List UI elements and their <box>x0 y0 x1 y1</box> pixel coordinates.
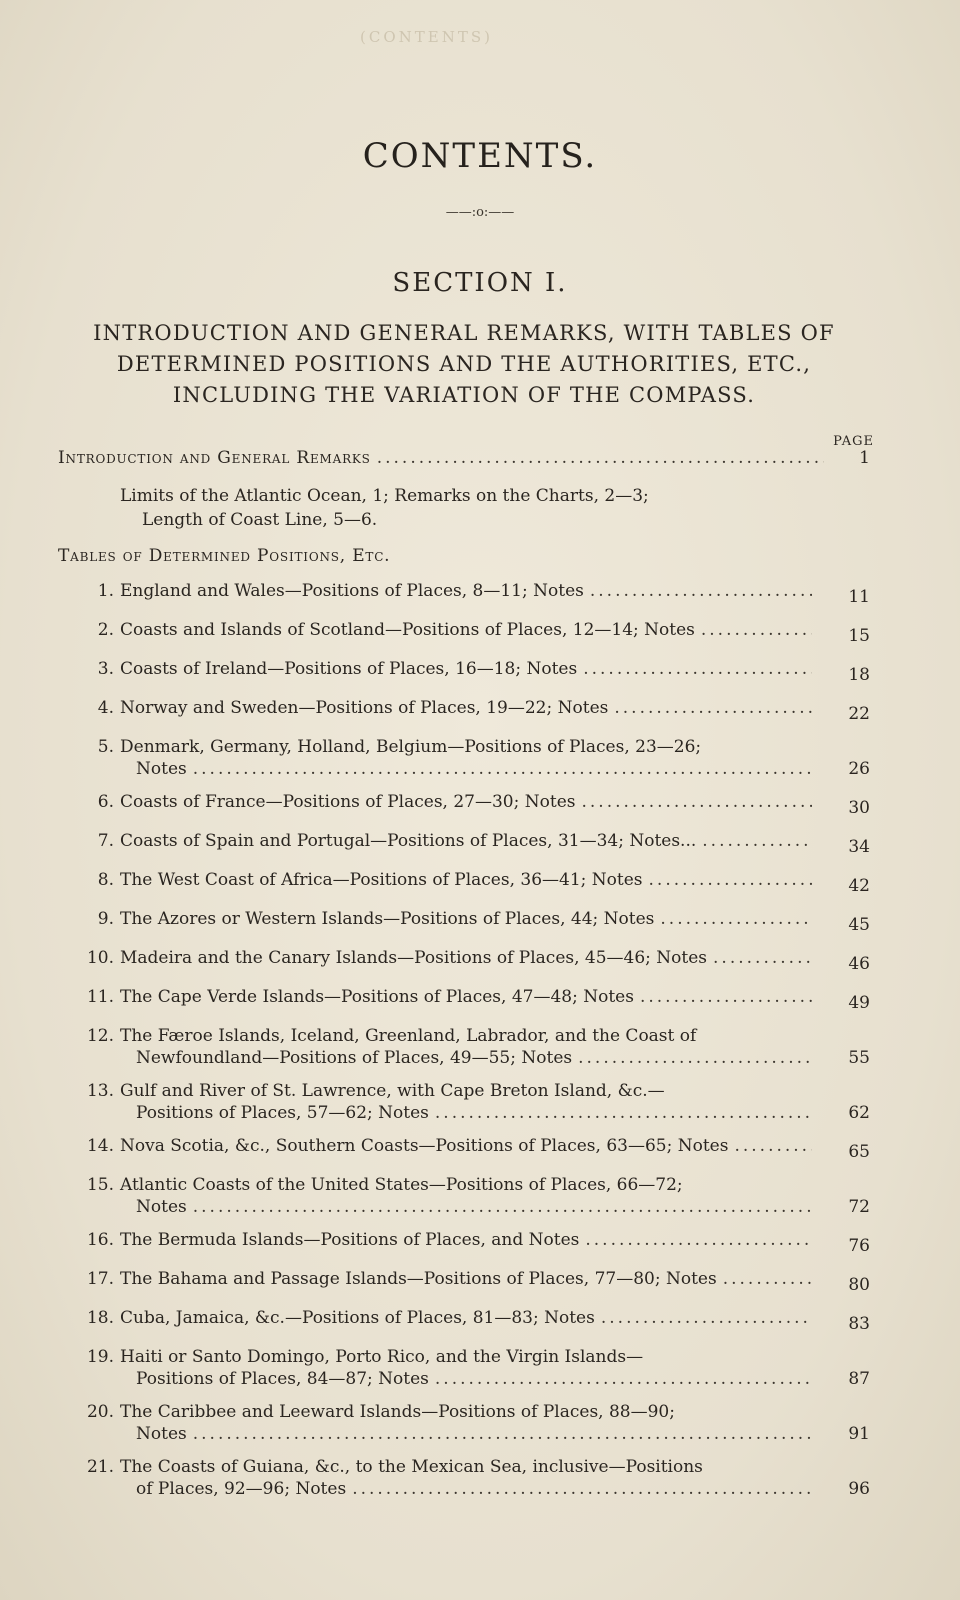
leader-dots <box>578 1047 812 1069</box>
entry-number: 4. <box>97 698 114 718</box>
entry-line <box>120 1174 818 1196</box>
entry-line <box>120 697 818 719</box>
leader-dots <box>377 448 824 468</box>
entry-text: Newfoundland—Positions of Places, 49—55; Notes <box>136 1048 573 1068</box>
entry-number: 8. <box>97 870 114 890</box>
entry-body <box>120 1135 818 1163</box>
entry-text: Haiti or Santo Domingo, Porto Rico, and the Virgin Islands— <box>120 1347 644 1367</box>
entry-line <box>120 1401 818 1423</box>
contents-entry <box>58 1268 870 1296</box>
entry-line <box>120 830 818 852</box>
entry-number: 2. <box>97 620 114 640</box>
entry-text: Notes <box>136 1424 187 1444</box>
entry-line <box>120 1346 818 1368</box>
entry-text: The Coasts of Guiana, &c., to the Mexican Sea, inclusive—Positions <box>120 1457 703 1477</box>
entry-text: The West Coast of Africa—Positions of Places, 36—41; Notes <box>120 870 643 890</box>
entry-line <box>120 1080 818 1102</box>
entry-text: Coasts of France—Positions of Places, 27—30; Notes <box>120 792 576 812</box>
entry-text: Norway and Sweden—Positions of Places, 19—22; Notes <box>120 698 609 718</box>
contents-entry <box>58 1025 870 1069</box>
entry-text: Cuba, Jamaica, &c.—Positions of Places, 81—83; Notes <box>120 1308 595 1328</box>
entry-line <box>120 1307 818 1329</box>
entry-page-number: 30 <box>848 798 870 818</box>
contents-entry <box>58 869 870 897</box>
section-label: SECTION I. <box>392 268 568 298</box>
entry-page-number: 62 <box>848 1103 870 1123</box>
entry-body <box>120 1346 818 1390</box>
entry-body <box>120 908 818 936</box>
entry-page-number: 55 <box>848 1048 870 1068</box>
leader-dots <box>640 986 812 1008</box>
entry-body <box>120 986 818 1014</box>
entry-text: The Bermuda Islands—Positions of Places, and Notes <box>120 1230 580 1250</box>
entry-number: 9. <box>97 909 114 929</box>
intro-subentry-line: Length of Coast Line, 5—6. <box>142 510 378 530</box>
contents-list <box>58 580 870 1511</box>
leader-dots <box>734 1135 812 1157</box>
entry-line <box>120 619 818 641</box>
entry-page-number: 45 <box>848 915 870 935</box>
entry-body <box>120 830 818 858</box>
entry-page-number: 72 <box>848 1197 870 1217</box>
contents-entry <box>58 791 870 819</box>
entry-text: Madeira and the Canary Islands—Positions of Places, 45—46; Notes <box>120 948 708 968</box>
tables-heading: Tables of Determined Positions, Etc. <box>58 546 391 566</box>
entry-page-number: 96 <box>848 1479 870 1499</box>
entry-number: 6. <box>97 792 114 812</box>
leader-dots <box>583 658 812 680</box>
intro-subentry-line: Limits of the Atlantic Ocean, 1; Remarks on the Charts, 2—3; <box>120 486 649 506</box>
leader-dots <box>193 758 812 780</box>
entry-body <box>120 947 818 975</box>
contents-entry <box>58 619 870 647</box>
leader-dots <box>649 869 812 891</box>
leader-dots <box>723 1268 812 1290</box>
entry-page-number: 91 <box>848 1424 870 1444</box>
entry-body <box>120 1229 818 1257</box>
entry-text: Positions of Places, 84—87; Notes <box>136 1369 429 1389</box>
entry-text: Positions of Places, 57—62; Notes <box>136 1103 429 1123</box>
entry-text: Denmark, Germany, Holland, Belgium—Positions of Places, 23—26; <box>120 737 702 757</box>
contents-entry <box>58 1346 870 1390</box>
entry-text: Notes <box>136 1197 187 1217</box>
contents-entry <box>58 580 870 608</box>
entry-number: 14. <box>86 1136 114 1156</box>
entry-page-number: 80 <box>848 1275 870 1295</box>
entry-body <box>120 736 818 780</box>
entry-number: 20. <box>86 1402 114 1422</box>
entry-line <box>120 736 818 758</box>
entry-page-number: 18 <box>848 665 870 685</box>
entry-text: Nova Scotia, &c., Southern Coasts—Positions of Places, 63—65; Notes <box>120 1136 729 1156</box>
entry-body <box>120 697 818 725</box>
entry-page-number: 65 <box>848 1142 870 1162</box>
leader-dots <box>702 830 812 852</box>
leader-dots <box>614 697 812 719</box>
entry-page-number: 34 <box>848 837 870 857</box>
entry-body <box>120 869 818 897</box>
entry-line <box>120 1368 818 1390</box>
entry-number: 16. <box>86 1230 114 1250</box>
entry-text: of Places, 92—96; Notes <box>136 1479 347 1499</box>
entry-text: Coasts of Ireland—Positions of Places, 16—18; Notes <box>120 659 578 679</box>
entry-page-number: 11 <box>848 587 870 607</box>
entry-body <box>120 1174 818 1218</box>
entry-text: Atlantic Coasts of the United States—Positions of Places, 66—72; <box>120 1175 683 1195</box>
entry-body <box>120 658 818 686</box>
contents-entry <box>58 658 870 686</box>
contents-entry <box>58 986 870 1014</box>
contents-entry <box>58 697 870 725</box>
entry-number: 1. <box>97 581 114 601</box>
entry-number: 12. <box>86 1026 114 1046</box>
entry-page-number: 76 <box>848 1236 870 1256</box>
entry-line <box>120 1135 818 1157</box>
entry-page-number: 83 <box>848 1314 870 1334</box>
page-column-label: PAGE <box>833 434 874 449</box>
entry-body <box>120 791 818 819</box>
entry-body <box>120 619 818 647</box>
entry-body <box>120 580 818 608</box>
entry-page-number: 15 <box>848 626 870 646</box>
entry-line <box>120 1025 818 1047</box>
entry-line <box>120 1423 818 1445</box>
entry-text: The Cape Verde Islands—Positions of Places, 47—48; Notes <box>120 987 634 1007</box>
entry-body <box>120 1456 818 1500</box>
section-title: INTRODUCTION AND GENERAL REMARKS, WITH TABLES OF DETERMINED POSITIONS AND THE AUTHORITIES, ETC., INCLUDING THE VARIATION OF THE COMPASS. <box>93 321 835 407</box>
contents-entry <box>58 1456 870 1500</box>
contents-entry <box>58 1080 870 1124</box>
entry-text: The Bahama and Passage Islands—Positions of Places, 77—80; Notes <box>120 1269 717 1289</box>
entry-line <box>120 1478 818 1500</box>
entry-line <box>120 1456 818 1478</box>
entry-line <box>120 986 818 1008</box>
entry-number: 21. <box>86 1457 114 1477</box>
leader-dots <box>585 1229 812 1251</box>
entry-text: Gulf and River of St. Lawrence, with Cape Breton Island, &c.— <box>120 1081 665 1101</box>
entry-line <box>120 1047 818 1069</box>
entry-text: Notes <box>136 759 187 779</box>
entry-body <box>120 1268 818 1296</box>
entry-text: Coasts of Spain and Portugal—Positions of Places, 31—34; Notes... <box>120 831 697 851</box>
entry-page-number: 26 <box>848 759 870 779</box>
entry-number: 17. <box>86 1269 114 1289</box>
intro-entry <box>58 448 870 468</box>
entry-line <box>120 658 818 680</box>
leader-dots <box>660 908 812 930</box>
entry-line <box>120 758 818 780</box>
contents-entry <box>58 830 870 858</box>
entry-number: 11. <box>86 987 114 1007</box>
leader-dots <box>713 947 812 969</box>
entry-page-number: 22 <box>848 704 870 724</box>
intro-subentries <box>120 484 820 532</box>
entry-page-number: 46 <box>848 954 870 974</box>
contents-entry <box>58 947 870 975</box>
contents-entry <box>58 1401 870 1445</box>
entry-body <box>120 1307 818 1335</box>
entry-number: 5. <box>97 737 114 757</box>
contents-entry <box>58 1135 870 1163</box>
leader-dots <box>193 1196 812 1218</box>
entry-number: 13. <box>86 1081 114 1101</box>
leader-dots <box>435 1368 812 1390</box>
entry-body <box>120 1025 818 1069</box>
contents-entry <box>58 1174 870 1218</box>
entry-page-number: 87 <box>848 1369 870 1389</box>
contents-entry <box>58 736 870 780</box>
page-title: CONTENTS. <box>362 136 598 176</box>
entry-line <box>120 1102 818 1124</box>
leader-dots <box>601 1307 812 1329</box>
ornament-divider: ——:o:—— <box>445 205 515 220</box>
contents-entry <box>58 908 870 936</box>
entry-text: The Caribbee and Leeward Islands—Positions of Places, 88—90; <box>120 1402 675 1422</box>
contents-entry <box>58 1307 870 1335</box>
entry-body <box>120 1080 818 1124</box>
entry-text: England and Wales—Positions of Places, 8—11; Notes <box>120 581 584 601</box>
entry-line <box>120 1229 818 1251</box>
leader-dots <box>590 580 812 602</box>
entry-number: 7. <box>97 831 114 851</box>
leader-dots <box>352 1478 812 1500</box>
contents-entry <box>58 1229 870 1257</box>
entry-text: The Azores or Western Islands—Positions of Places, 44; Notes <box>120 909 655 929</box>
entry-number: 18. <box>86 1308 114 1328</box>
entry-line <box>120 947 818 969</box>
intro-label: Introduction and General Remarks <box>58 448 371 468</box>
leader-dots <box>193 1423 812 1445</box>
entry-line <box>120 1196 818 1218</box>
intro-page-number: 1 <box>859 448 870 468</box>
entry-number: 19. <box>86 1347 114 1367</box>
entry-text: The Færoe Islands, Iceland, Greenland, Labrador, and the Coast of <box>120 1026 697 1046</box>
entry-line <box>120 791 818 813</box>
entry-number: 15. <box>86 1175 114 1195</box>
entry-line <box>120 1268 818 1290</box>
bleed-through-header: (CONTENTS) <box>360 28 493 46</box>
entry-page-number: 49 <box>848 993 870 1013</box>
entry-line <box>120 869 818 891</box>
entry-number: 3. <box>97 659 114 679</box>
leader-dots <box>701 619 812 641</box>
entry-number: 10. <box>86 948 114 968</box>
entry-page-number: 42 <box>848 876 870 896</box>
entry-text: Coasts and Islands of Scotland—Positions of Places, 12—14; Notes <box>120 620 695 640</box>
entry-body <box>120 1401 818 1445</box>
leader-dots <box>435 1102 812 1124</box>
entry-line <box>120 908 818 930</box>
entry-line <box>120 580 818 602</box>
leader-dots <box>581 791 812 813</box>
